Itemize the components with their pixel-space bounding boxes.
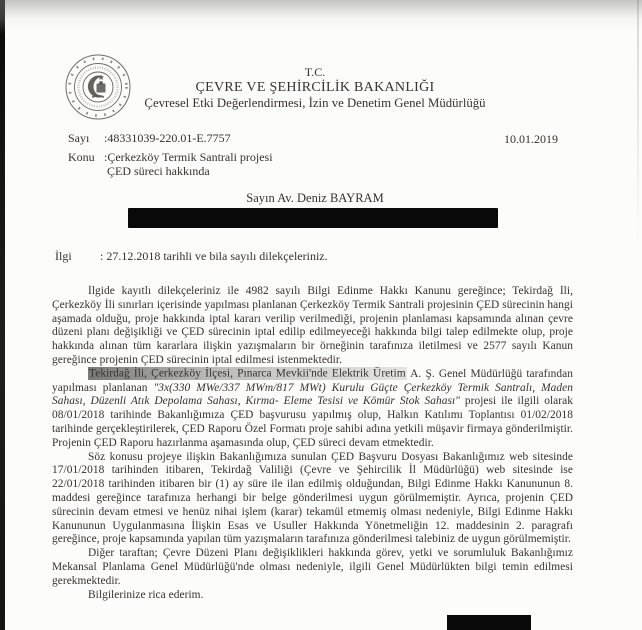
paragraph-1: İlgide kayıtlı dilekçeleriniz ile 4982 sayılı Bilgi Edinme Hakkı Kanunu gereğince; Tekirdağ İli, Çerkezköy İli sınırları içerisinde yapılması planlanan Çerkezköy Termik Santrali projesinin ÇED sürecinin hangi aşamada olduğu, proje hakkında iptal kararı verilip verilmediği, projenin planlaması kapsamında alınan çevre düzeni planı değişikliği ve ÇED sürecinin iptal edilip edilmeyeceği hakkında bilgi talep edilmekte olup, proje hakkında alınan tüm kararlara ilişkin yazışmaların bir örneğinin tarafınıza iletilmesi ve 2577 sayılı Kanun gereğince projenin ÇED sürecinin iptal edilmesi istenmektedir. bbox=[52, 285, 573, 366]
paragraph-2-rest: projesi ile ilgili olarak 08/01/2018 tarihinde Bakanlığımıza ÇED başvurusu yapılmış olup, Halkın Katılımı Toplantısı 01/02/2018 tarihinde gerçekleştirilerek, ÇED Raporu Özel Formatı proje sahibi adına yetkili müşavir firmaya gönderilmiştir. Projenin ÇED Raporu hazırlanma aşamasında olup, ÇED süreci devam etmektedir. bbox=[52, 395, 573, 449]
closing-line: Bilgilerinize rica ederim. bbox=[88, 588, 204, 601]
letter-meta bbox=[68, 131, 573, 178]
recipient-name: Sayın Av. Deniz BAYRAM bbox=[246, 191, 384, 205]
redaction-bar-recipient-address bbox=[128, 208, 498, 228]
konu-row bbox=[68, 150, 573, 178]
paragraph-4: Diğer taraftan; Çevre Düzeni Planı değişiklikleri hakkında görev, yetki ve sorumluluk Bakanlığımız Mekansal Planlama Genel Müdürlüğü'nde olması nedeniyle, ilgili Genel Müdürlükten bilgi temin edilmesi gerekmektedir. bbox=[52, 547, 573, 587]
konu-value-line2: ÇED süreci hakkında bbox=[107, 164, 210, 178]
letter-body bbox=[52, 285, 573, 623]
paragraph-2-segment: A. Ş. Genel Müdürlüğü tarafından yapılması planlanan bbox=[52, 367, 573, 394]
reference-value: : 27.12.2018 tarihli ve bila sayılı dilekçeleriniz. bbox=[100, 249, 328, 263]
sayi-label: Sayı bbox=[68, 131, 90, 145]
letterhead-republic: T.C. bbox=[304, 65, 326, 79]
sayi-row bbox=[68, 131, 573, 145]
letterhead-ministry-name: ÇEVRE VE ŞEHİRCİLİK BAKANLIĞI bbox=[195, 79, 435, 95]
paragraph-2 bbox=[52, 368, 573, 451]
letterhead-department-name: Çevresel Etki Değerlendirmesi, İzin ve Denetim Genel Müdürlüğü bbox=[144, 96, 486, 111]
redaction-box-signature bbox=[447, 615, 531, 630]
paragraph-3: Söz konusu projeye ilişkin Bakanlığımıza sunulan ÇED Başvuru Dosyası Bakanlığımız web sitesinde 17/01/2018 tarihinden itibaren, Tekirdağ Valiliği (Çevre ve Şehircilik İl Müdürlüğü) web sitesinde ise 22/01/2018 tarihinden itibaren bir (1) ay süre ile ilan edilmiş olduğundan, Bilgi Edinme Hakkı Kanununun 8. maddesi gereğince tarafınıza herhangi bir belge gönderilmesi uygun görülmemiştir. Ayrıca, projenin ÇED sürecinin devam etmesi ve henüz nihai işlem (karar) tekamül etmemiş olması nedeniyle, Bilgi Edinme Hakkı Kanununun Uygulanmasına İlişkin Esas ve Usuller Hakkında Yönetmeliğin 12. maddesinin 2. paragrafı gereğince, proje kapsamında yapılan tüm yazışmaların tarafınıza gönderilmesi talebiniz de uygun görülmemiştir. bbox=[52, 450, 573, 546]
scan-edge-artifact-right bbox=[637, 0, 639, 250]
sayi-value: :48331039-220.01-E.7757 bbox=[104, 131, 231, 145]
konu-value-line1: :Çerkezköy Termik Santrali projesi bbox=[104, 150, 273, 164]
reference-line bbox=[55, 249, 328, 264]
letterhead bbox=[0, 66, 630, 111]
highlighted-entity-name: Tekirdağ İli, Çerkezköy İlçesi, Pınarca Mevkii'nde Elektrik Üretim bbox=[89, 367, 406, 380]
project-name-quote: "3x(330 MWe/337 MWm/817 MWt) Kurulu Güçte Çerkezköy Termik Santralı, Maden Sahası, Düzenli Atık Depolama Sahası, Kırma- Eleme Tesisi ve Kömür Stok Sahası" bbox=[52, 381, 573, 408]
konu-label: Konu bbox=[68, 150, 95, 164]
reference-label: İlgi bbox=[55, 249, 72, 263]
scan-shadow-top bbox=[0, 0, 642, 34]
letter-date: 10.01.2019 bbox=[504, 132, 558, 146]
konu-value bbox=[104, 150, 273, 178]
